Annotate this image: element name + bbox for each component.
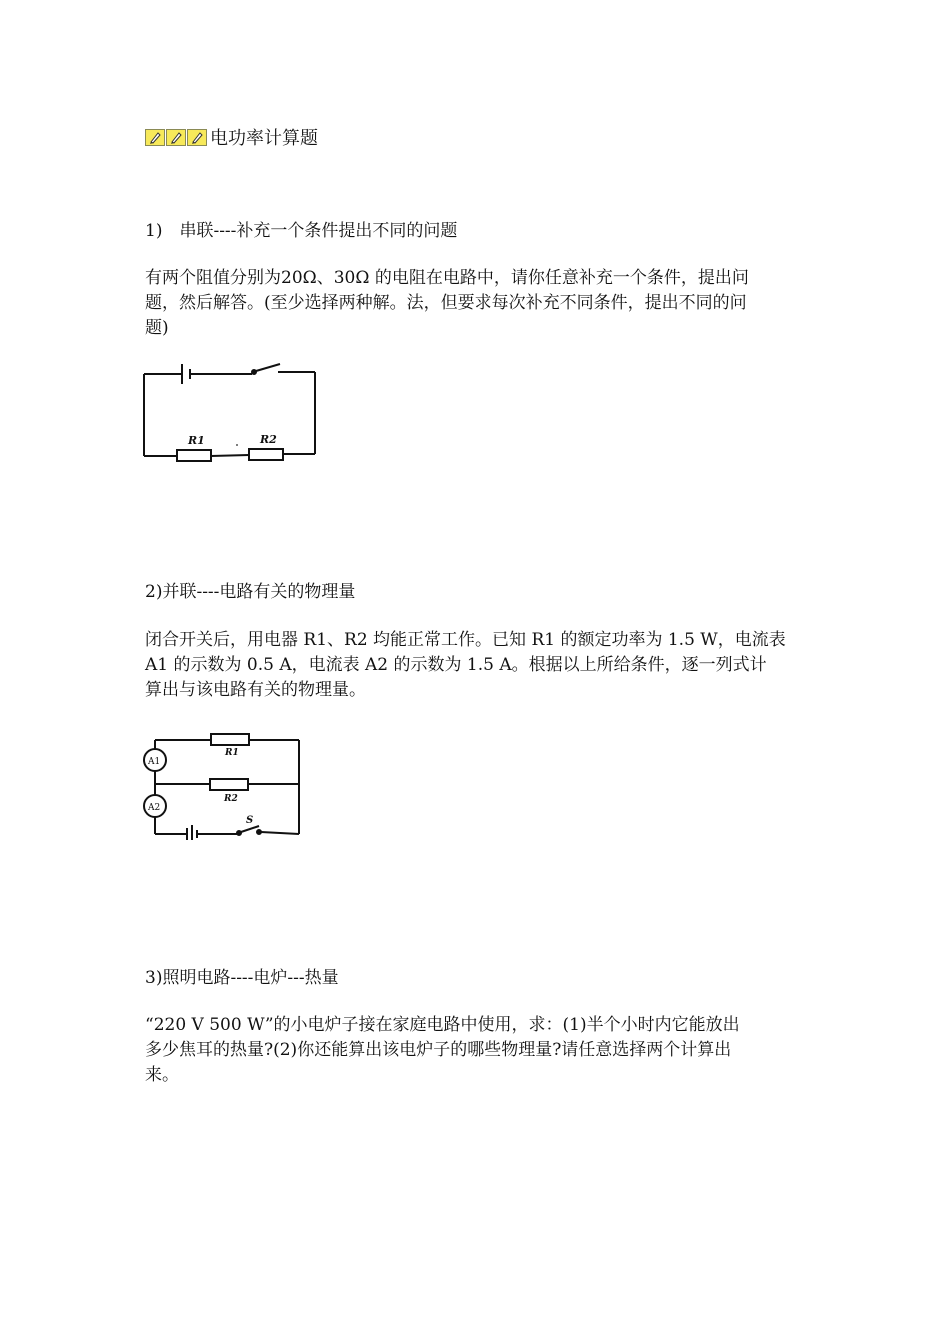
paragraph-line: 题) bbox=[145, 318, 169, 338]
r1-label: R1 bbox=[188, 434, 205, 447]
paragraph-line: 题，然后解答。(至少选择两种解。法，但要求每次补充不同条件，提出不同的问 bbox=[145, 293, 747, 313]
paragraph-line: 闭合开关后，用电器 R1、R2 均能正常工作。已知 R1 的额定功率为 1.5 W，电流表 bbox=[145, 630, 786, 650]
paragraph-line: 算出与该电路有关的物理量。 bbox=[145, 680, 366, 700]
series-circuit-diagram bbox=[140, 360, 325, 469]
r2-label: R2 bbox=[260, 433, 277, 446]
pencil-icon bbox=[187, 129, 207, 146]
section-1-heading: 1) 串联----补充一个条件提出不同的问题 bbox=[145, 221, 458, 241]
title-row bbox=[145, 126, 318, 148]
section-3-paragraph bbox=[145, 1013, 811, 1088]
paragraph-line: 有两个阻值分别为20Ω、30Ω 的电阻在电路中，请你任意补充一个条件，提出问 bbox=[145, 268, 749, 288]
section-2-heading: 2)并联----电路有关的物理量 bbox=[145, 582, 356, 602]
title-icons bbox=[145, 129, 208, 146]
r1-label: R1 bbox=[225, 748, 239, 758]
paragraph-line: “220 V 500 W”的小电炉子接在家庭电路中使用，求：(1)半个小时内它能放出 bbox=[145, 1015, 740, 1035]
parallel-circuit-diagram bbox=[135, 728, 307, 844]
a2-label: A2 bbox=[148, 803, 161, 813]
section-2-paragraph bbox=[145, 628, 811, 703]
paragraph-line: 来。 bbox=[145, 1065, 179, 1085]
a1-label: A1 bbox=[148, 757, 161, 767]
pencil-icon bbox=[166, 129, 186, 146]
paragraph-line: 多少焦耳的热量?(2)你还能算出该电炉子的哪些物理量?请任意选择两个计算出 bbox=[145, 1040, 732, 1060]
r2-label: R2 bbox=[224, 794, 238, 804]
paragraph-line: A1 的示数为 0.5 A，电流表 A2 的示数为 1.5 A。根据以上所给条件，逐一列式计 bbox=[145, 655, 767, 675]
switch-label: S bbox=[246, 815, 254, 826]
section-3-heading: 3)照明电路----电炉---热量 bbox=[145, 968, 339, 988]
section-1-paragraph bbox=[145, 266, 811, 341]
document-title: 电功率计算题 bbox=[210, 128, 318, 149]
pencil-icon bbox=[145, 129, 165, 146]
